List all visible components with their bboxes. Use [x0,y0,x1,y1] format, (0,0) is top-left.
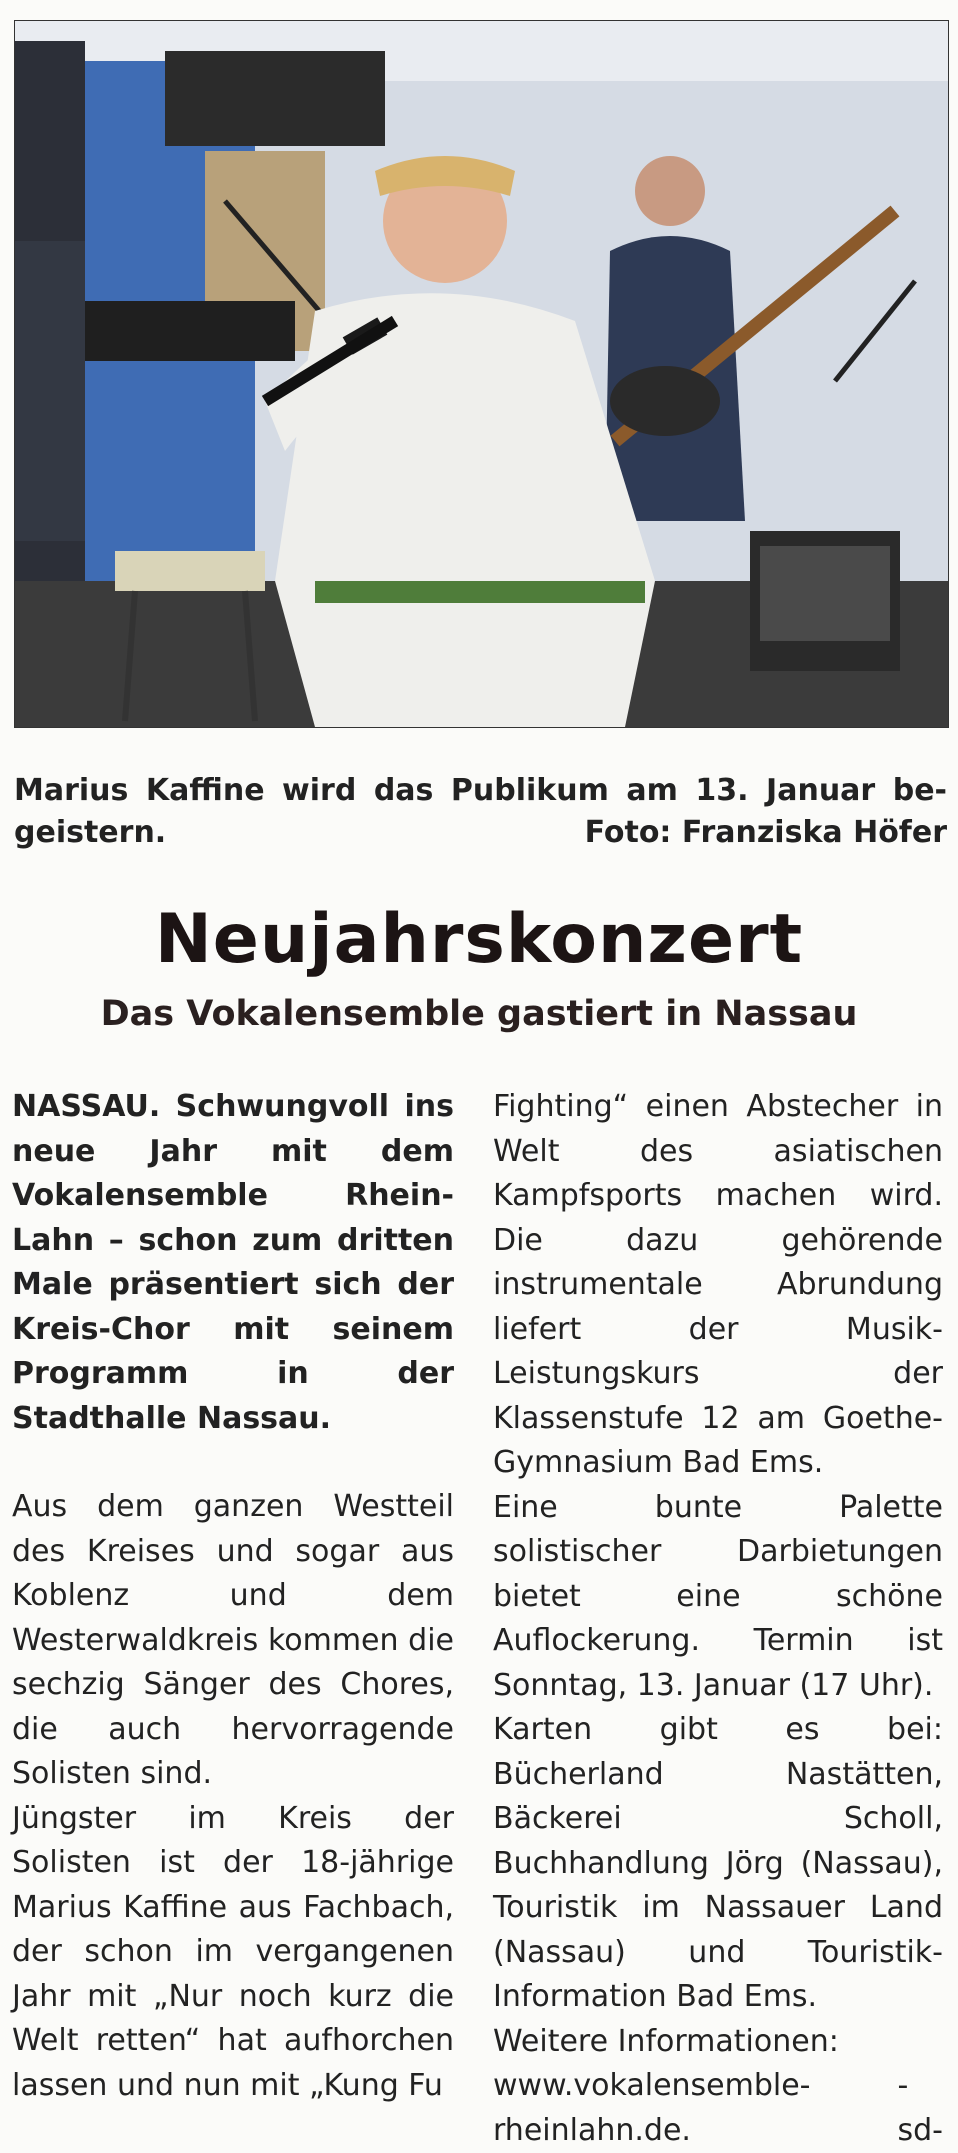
body-paragraph-1: Aus dem ganzen Westteil des Kreises und sogar aus Koblenz und dem Westerwaldkreis kommen die sechzig Sänger des Chores, die auch hervorragende Solisten sind. [12,1489,454,1791]
photo-credit: Foto: Franziska Höfer [584,815,947,850]
caption-line-2: geistern. [14,815,167,850]
website-link[interactable]: www.vokalensemble-rheinlahn.de. [493,2068,811,2148]
info-label: Weitere Informationen: [493,2023,839,2059]
body-paragraph-5: Karten gibt es bei: Bücherland Nastätten, Bäckerei Scholl, Buchhandlung Jörg (Nassau), Touristik im Nassauer Land (Nassau) und Touristik-Information Bad Ems. [493,1712,943,2014]
author-signature: -sd- [897,2068,943,2148]
photo-caption [14,770,947,854]
article-column-right [493,1085,943,2153]
body-paragraph-4: Eine bunte Palette solistischer Darbietungen bietet eine schöne Auflockerung. Termin ist Sonntag, 13. Januar (17 Uhr). [493,1489,943,1703]
article-subheadline: Das Vokalensemble gastiert in Nassau [100,994,858,1034]
body-paragraph-2: Jüngster im Kreis der Solisten ist der 18-jährige Marius Kaffine aus Fachbach, der schon im vergangenen Jahr mit „Nur noch kurz die Welt retten“ hat aufhorchen lassen und nun mit „Kung Fu [12,1800,454,2103]
lead-paragraph: NASSAU. Schwungvoll ins neue Jahr mit dem Vokalensemble Rhein-Lahn – schon zum dritten Male präsentiert sich der Kreis-Chor mit seinem Programm in der Stadthalle Nassau. [12,1089,454,1436]
article-column-left [12,1085,454,2108]
body-paragraph-3: Fighting“ einen Abstecher in Welt des asiatischen Kampfsports machen wird. Die dazu gehörende instrumentale Abrundung liefert der Musik-Leistungskurs der Klassenstufe 12 am Goethe-Gymnasium Bad Ems. [493,1089,943,1480]
concert-photo [14,20,949,728]
caption-line-1: Marius Kaffine wird das Publikum am 13. Januar be- [14,773,947,808]
concert-photo-drawing [15,21,948,727]
article-headline: Neujahrskonzert [154,900,804,979]
